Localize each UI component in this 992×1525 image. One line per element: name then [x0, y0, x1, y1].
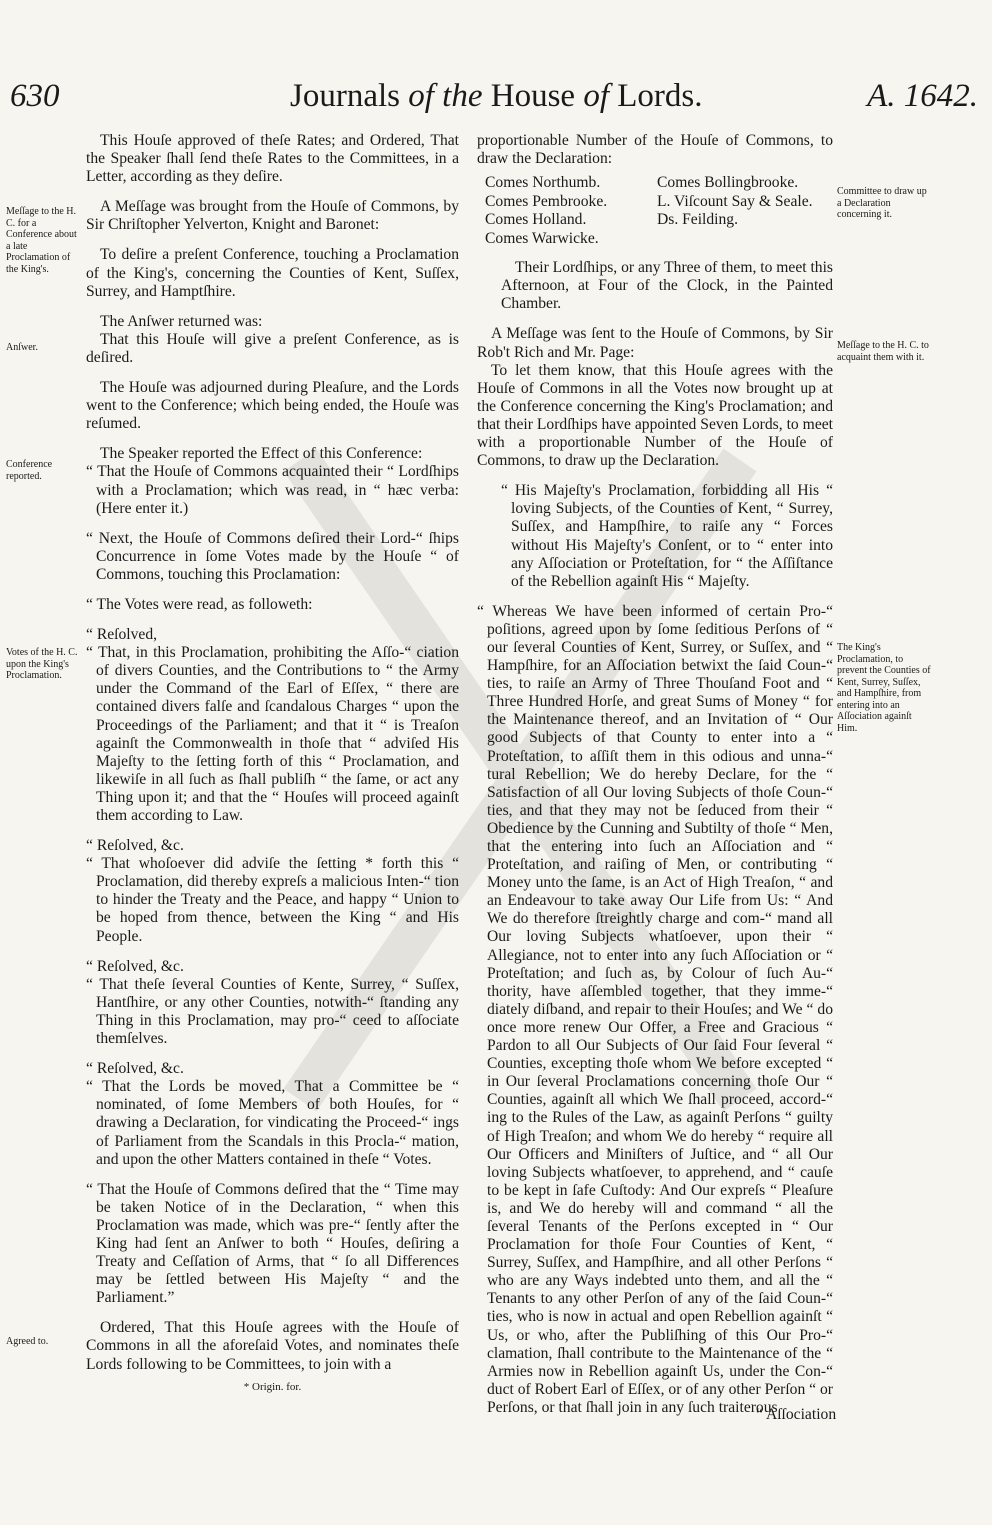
paragraph: That this Houſe will give a preſent Conference, as is deſired. [86, 330, 459, 366]
paragraph: The Speaker reported the Effect of this Conference: [100, 445, 423, 463]
catchword: “ Aſſociation [756, 1406, 837, 1423]
paragraph: The Houſe was adjourned during Pleaſure, and the Lords went to the Conference; which being ended, the Houſe was reſumed. [86, 379, 459, 433]
paragraph: “ That the Lords be moved, That a Committee be “ nominated, of ſome Members of both Houſes, for “ drawing a Declaration, for vindicating the Proceed-“ ings of Parliament from the Scandals in this Procla-“ mation, and upon the other Matters contained in theſe “ Votes. [86, 1078, 459, 1168]
paragraph: Their Lordſhips, or any Three of them, to meet this Afternoon, at Four of the Clock, in the Painted Chamber. [501, 259, 834, 313]
lord-name: Comes Pembrooke. [485, 192, 608, 210]
lord-name: Comes Warwicke. [485, 229, 599, 247]
paragraph: A Meſſage was ſent to the Houſe of Commons, by Sir Rob't Rich and Mr. Page: [477, 325, 833, 361]
margin-note: Meſſage to the H. C. to acquaint them with it. [837, 340, 929, 363]
paragraph: To let them know, that this Houſe agrees with the Houſe of Commons in all the Votes now brought up at the Conference concerning the King's Proclamation; and that their Lordſhips have appointed Seven Lords, to meet with a proportionable Number of the Houſe of Commons, to draw up the Declaration. [477, 361, 833, 470]
paragraph: “ That whoſoever did adviſe the ſetting * forth this “ Proclamation, did thereby expreſs a malicious Inten-“ tion to hinder the Treaty and the Peace, and happy “ Union to be hoped from thence, between the King “ and His People. [86, 855, 459, 945]
footnote: * Origin. for. [243, 1380, 302, 1393]
margin-note: Votes of the H. C. upon the King's Proclamation. [6, 647, 78, 681]
lord-name: Comes Northumb. [485, 174, 601, 192]
paragraph: “ Next, the Houſe of Commons deſired their Lord-“ ſhips Concurrence in ſome Votes made by the Houſe “ of Commons, touching this Proclamation: [86, 529, 459, 583]
left-column [86, 132, 459, 1396]
lord-name: Comes Holland. [485, 211, 587, 229]
margin-note: Conference reported. [6, 459, 53, 482]
lords-list [485, 174, 833, 247]
right-column [477, 132, 833, 1429]
paragraph: “ Reſolved, &c. [86, 957, 184, 975]
paragraph: “ Reſolved, [86, 626, 158, 644]
paragraph: “ That, in this Proclamation, prohibiting the Aſſo-“ ciation of divers Counties, and the Contributions to “ the Army under the Command of the Earl of Eſſex, “ there are contained divers falſe and ſcandalous Charges “ upon the Proceedings of the Parliament; and that it “ is Treaſon againſt the Commonwealth in thoſe that “ adviſed His Majeſty to the ſetting forth of this “ Proclamation, and likewiſe in all ſuch as ſhall publiſh “ the ſame, or act any Thing upon it; and that the “ Houſes will proceed againſt them according to Law. [86, 644, 459, 824]
page-year: A. 1642. [867, 78, 978, 114]
margin-note: The King's Proclamation, to prevent the Counties of Kent, Surrey, Suſſex, and Hampſhire, from entering into an Aſſociation againſt Him. [837, 642, 931, 734]
paragraph: Ordered, That this Houſe agrees with the Houſe of Commons in all the aforeſaid Votes, and nominates theſe Lords following to be Committees, to join with a [86, 1319, 459, 1373]
lord-name: Comes Bollingbrooke. [657, 174, 799, 192]
lord-name: Ds. Feilding. [657, 211, 739, 229]
paragraph: “ Whereas We have been informed of certain Pro-“ poſitions, agreed upon by ſome ſeditious Perſons of “ our ſeveral Counties of Kent, Surrey, or Suſſex, and “ Hampſhire, for an Aſſociation betwixt the ſaid Coun-“ ties, to raiſe an Army of Three Thouſand Foot and “ Three Hundred Horſe, and great Sums of Money “ for the Maintenance thereof, and an Invitation of “ Our good Subjects of that County to enter into a “ Proteſtation, to aſſiſt them in this odious and unna-“ tural Rebellion; We do hereby Declare, for the “ Satisfaction of all Our loving Subjects of thoſe Coun-“ ties, and that they may not be ſeduced from their “ Obedience by the Cunning and Subtilty of thoſe “ Men, that the entering into ſuch an Aſſociation and “ Proteſtation, and raiſing of Men, or contributing “ Money unto the ſame, is an Act of High Treaſon, “ and an Endeavour to take away Our Life from Us: “ And We do therefore ſtreightly charge and com-“ mand all Our loving Subjects whatſoever, upon their “ Allegiance, not to enter into any ſuch Aſſociation or “ Proteſtation; and ſuch as, by Colour of ſuch Au-“ thority, have aſſembled together, that they imme-“ diately diſband, and repair to their Houſes; and We “ do once more renew Our Offer, a Free and Gracious “ Pardon to all Our Subjects of Our ſaid Four ſeveral “ Counties, excepting thoſe whom We before excepted “ in Our ſeveral Proclamations concerning thoſe Our “ Counties, againſt all which We ſhall proceed, accord-“ ing to the Rules of the Law, as againſt Perſons “ guilty of High Treaſon; and whom We do hereby “ require all Our Officers and Miniſters of Juſtice, and “ all Our loving Subjects whatſoever, to apprehend, and “ cauſe to be kept in ſafe Cuſtody: And Our expreſs “ Pleaſure is, and We do hereby will and command “ all the ſeveral Tenants of the Perſons excepted in “ Our Proclamation for thoſe Four Counties of Kent, “ Surrey, Suſſex, and Hampſhire, and all other Perſons “ who are any Ways indebted unto them, and all the “ Tenants to any other Perſon of any of the ſaid Coun-“ ties, who is now in actual and open Rebellion againſt “ Us, or who, after the Publiſhing of this Our Pro-“ clamation, ſhall contribute to the Maintenance of the “ Armies now in Rebellion againſt Us, under the Con-“ duct of Robert Earl of Eſſex, or of any other Perſon “ or Perſons, or that ſhall join in any ſuch traiterous [477, 602, 833, 1416]
paragraph: “ That theſe ſeveral Counties of Kente, Surrey, “ Suſſex, Hantſhire, or any other Counties, notwith-“ ſtanding any Thing in this Proclamation, may pro-“ ceed to aſſociate themſelves. [86, 975, 459, 1048]
proclamation-title: “ His Majeſty's Proclamation, forbidding all His “ loving Subjects, of the Counties of Kent, “ Surrey, Suſſex, and Hampſhire, to raiſe any “ Forces without His Majeſty's Conſent, or to “ enter into any Aſſociation or Proteſtation, for “ the Aſſiſtance of the Rebellion againſt His “ Majeſty. [501, 482, 833, 590]
paragraph: A Meſſage was brought from the Houſe of Commons, by Sir Chriſtopher Yelverton, Knight and Baronet: [86, 198, 459, 234]
paragraph: “ That the Houſe of Commons deſired that the “ Time may be taken Notice of in the Declaration, “ when this Proclamation was made, which was pre-“ ſently after the King had ſent an Anſwer to both “ Houſes, deſiring a Treaty and Ceſſation of Arms, that “ ſo all Differences may be ſettled between His Majeſty “ and the Parliament.” [86, 1180, 459, 1307]
margin-note: Committee to draw up a Declaration concerning it. [837, 186, 927, 220]
lord-name [657, 230, 841, 248]
margin-note: Meſſage to the H. C. for a Conference about a late Proclamation of the King's. [6, 206, 77, 275]
paragraph: “ Reſolved, &c. [86, 1060, 184, 1078]
margin-note: Agreed to. [6, 1336, 49, 1347]
margin-note: Anſwer. [6, 342, 38, 353]
paragraph: “ That the Houſe of Commons acquainted their “ Lordſhips with a Proclamation; which was read, in “ hæc verba: (Here enter it.) [86, 463, 459, 517]
paragraph: To deſire a preſent Conference, touching a Proclamation of the King's, concerning the Counties of Kent, Suſſex, Surrey, and Hamptſhire. [86, 246, 459, 300]
page-header [0, 78, 992, 118]
lord-name: L. Viſcount Say & Seale. [657, 192, 813, 210]
paragraph: This Houſe approved of theſe Rates; and Ordered, That the Speaker ſhall ſend theſe Rates to the Committees, in a Letter, according as they deſire. [86, 132, 459, 186]
page-number: 630 [10, 78, 60, 114]
paragraph: The Anſwer returned was: [100, 312, 263, 330]
running-title: Journals of the House of Lords. [290, 78, 703, 114]
paragraph: “ The Votes were read, as followeth: [86, 595, 313, 613]
paragraph: “ Reſolved, &c. [86, 837, 184, 855]
paragraph: proportionable Number of the Houſe of Commons, to draw the Declaration: [477, 132, 833, 168]
